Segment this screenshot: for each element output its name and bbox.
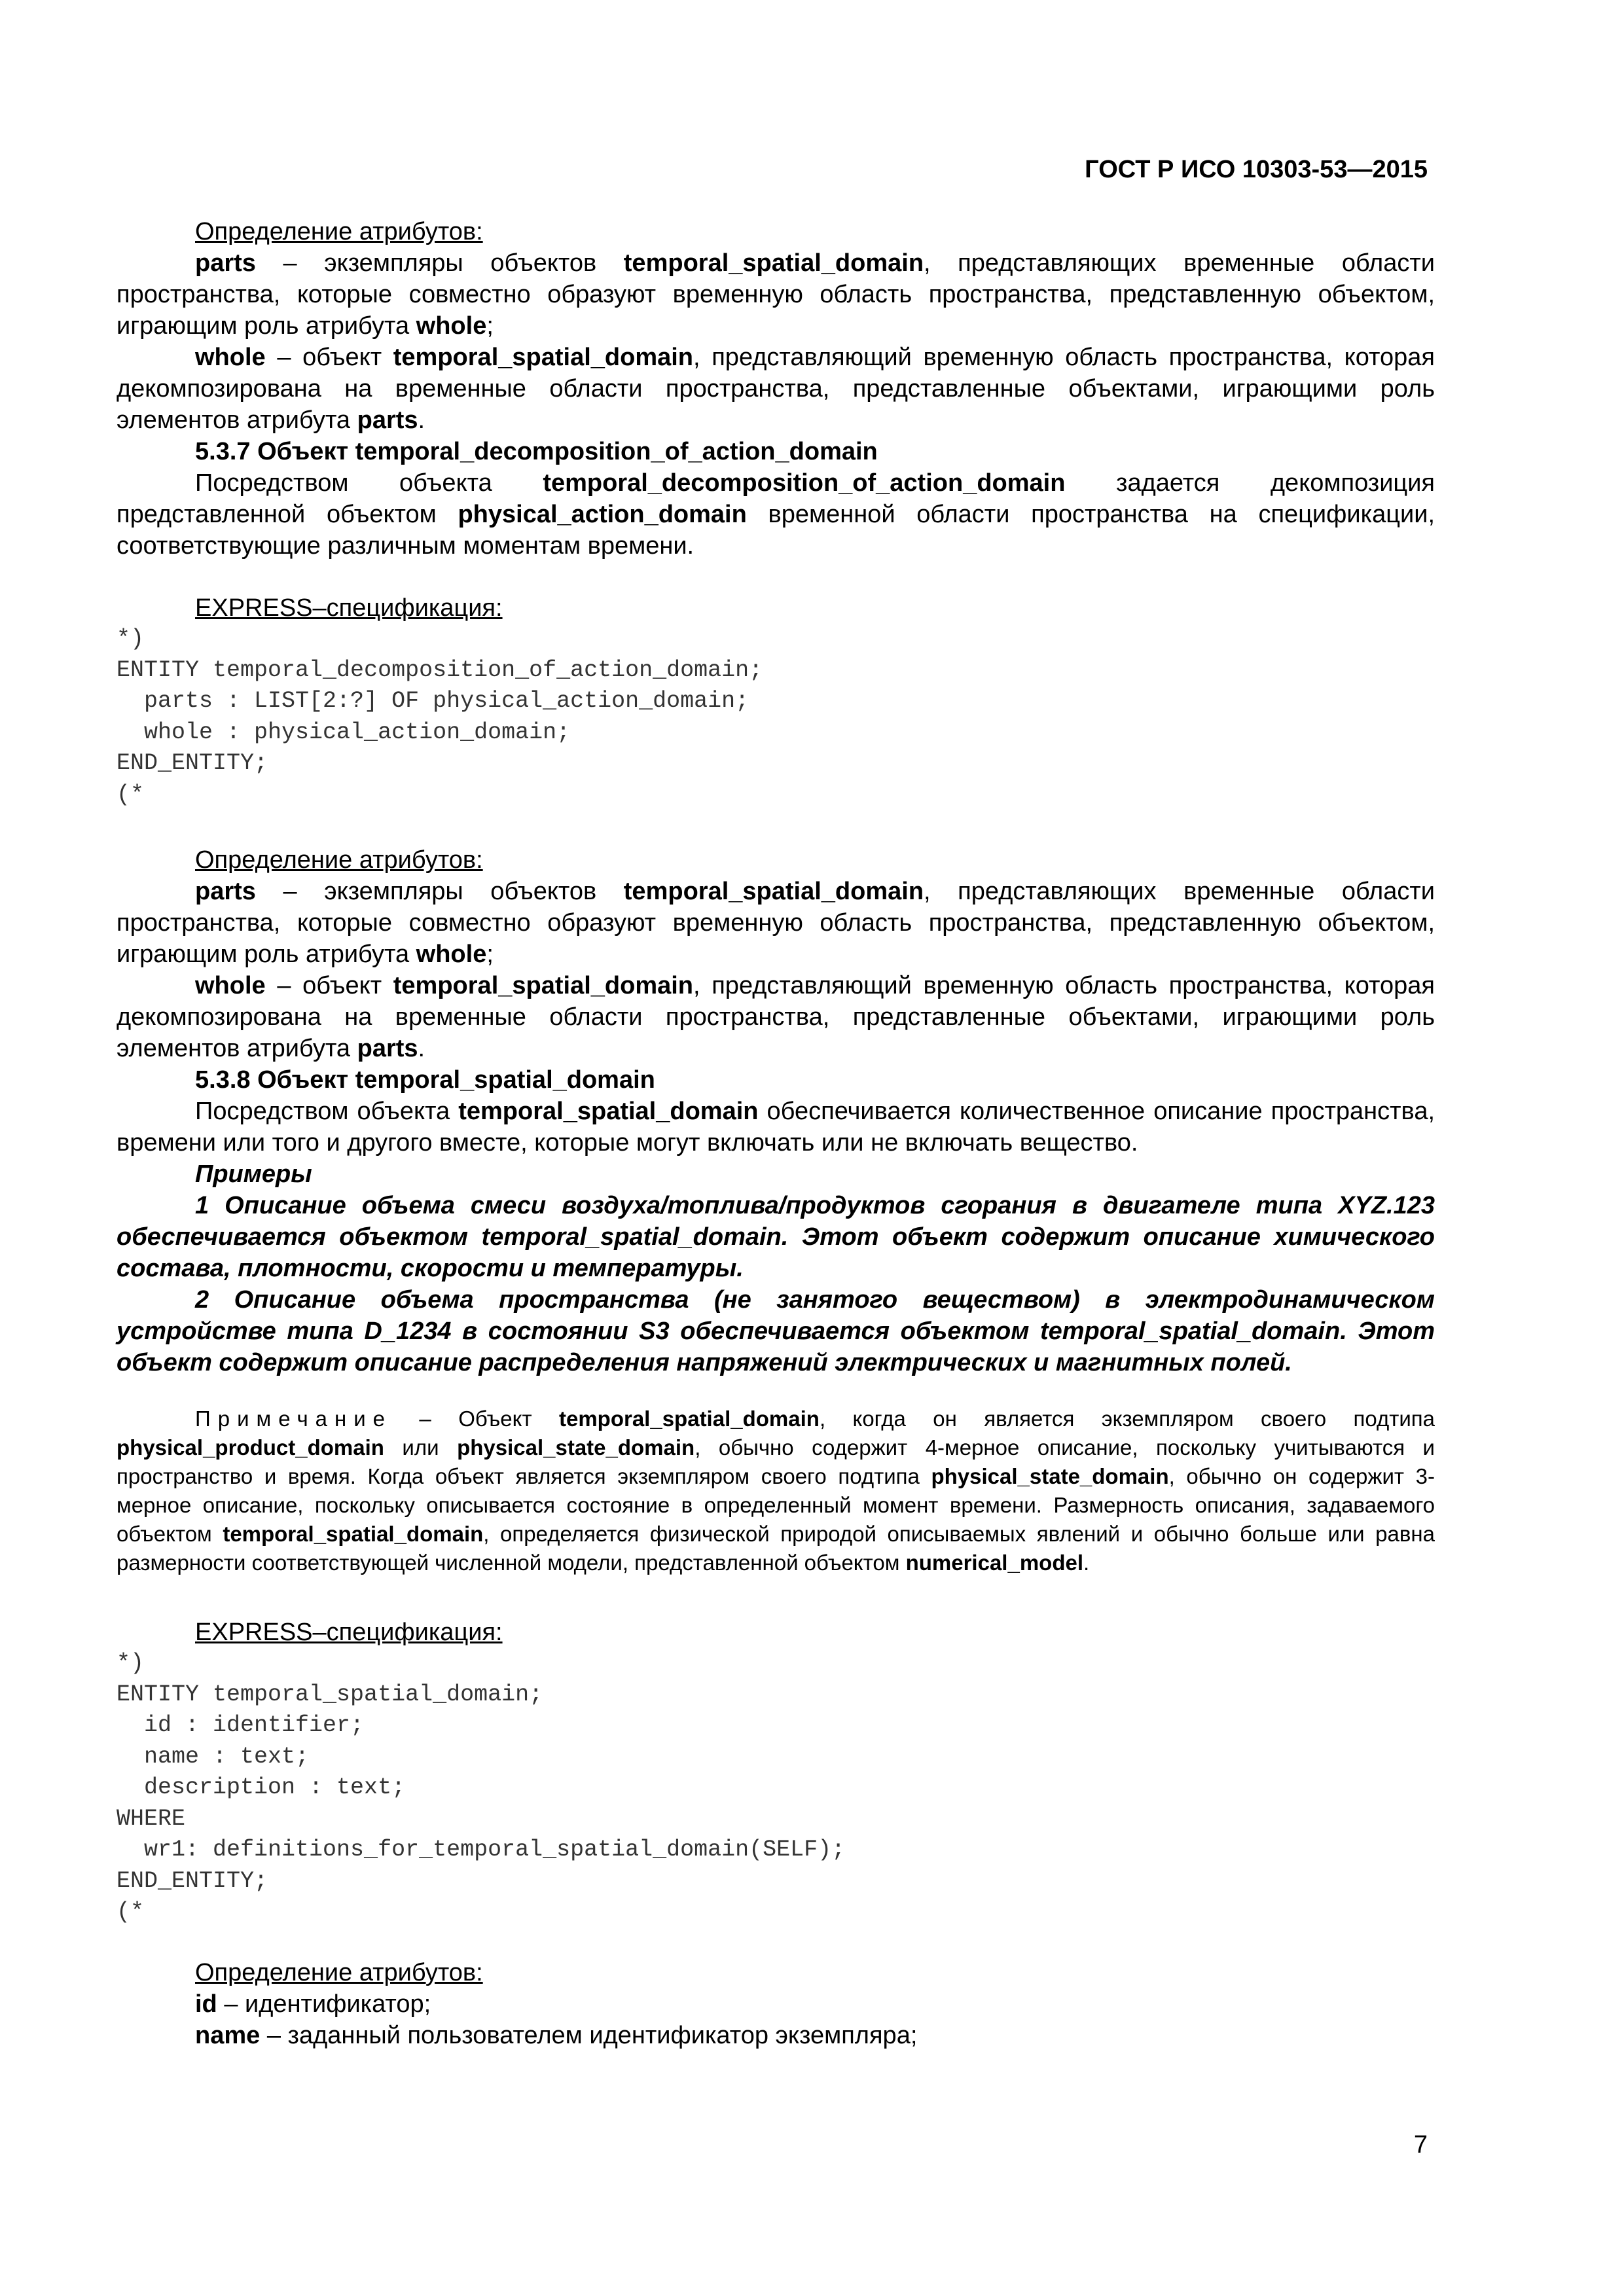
attr-id: id – идентификатор;	[195, 1990, 431, 2018]
section-5-3-7-title: 5.3.7 Объект temporal_decomposition_of_action_domain	[195, 438, 878, 465]
express-heading-1: EXPRESS–спецификация:	[195, 594, 503, 622]
express-code-2: *) ENTITY temporal_spatial_domain; id : identifier; name : text; description : text; WHERE wr1: definitions_for_temporal_spatial_domain(SELF); END_ENTITY; (*	[117, 1650, 846, 1925]
attr-parts-1: parts – экземпляры объектов temporal_spatial_domain, представляющих временные области пространства, которые совместно образуют временную область пространства, представленную объектом, играющим роль атрибута whole;	[117, 249, 1435, 340]
section-5-3-8-title: 5.3.8 Объект temporal_spatial_domain	[195, 1066, 655, 1094]
example-2: 2 Описание объема пространства (не занятого веществом) в электродинамическом устройстве типа D_1234 в состоянии S3 обеспечивается объектом temporal_spatial_domain. Этот объект содержит описание распределения напряжений электрических и магнитных полей.	[117, 1286, 1435, 1376]
example-1: 1 Описание объема смеси воздуха/топлива/продуктов сгорания в двигателе типа XYZ.123 обеспечивается объектом temporal_spatial_domain. Этот объект содержит описание химического состава, плотности, скорости и температуры.	[117, 1192, 1435, 1282]
note: Примечание – Объект temporal_spatial_domain, когда он является экземпляром своего подтипа physical_product_domain или physical_state_domain, обычно содержит 4-мерное описание, поскольку учитываются и пространство и время. Когда объект является экземпляром своего подтипа physical_state_domain, обычно он содержит 3-мерное описание, поскольку описывается состояние в определенный момент времени. Размерность описания, задаваемого объектом temporal_spatial_domain, определяется физической природой описываемых явлений и обычно больше или равна размерности соответствующей численной модели, представленной объектом numerical_model.	[117, 1407, 1435, 1575]
page-content	[117, 216, 1435, 2051]
page-number: 7	[1413, 2131, 1428, 2159]
examples-heading: Примеры	[195, 1160, 312, 1188]
attr-heading-3: Определение атрибутов:	[195, 1958, 483, 1986]
attr-heading-1: Определение атрибутов:	[195, 218, 483, 245]
express-code-1: *) ENTITY temporal_decomposition_of_action_domain; parts : LIST[2:?] OF physical_action_domain; whole : physical_action_domain; END_ENTITY; (*	[117, 626, 763, 808]
attr-whole-1: whole – объект temporal_spatial_domain, представляющий временную область пространства, которая декомпозирована на временные области пространства, представленные объектами, играющими роль элементов атрибута parts.	[117, 344, 1435, 434]
section-5-3-7-text: Посредством объекта temporal_decomposition_of_action_domain задается декомпозиция представленной объектом physical_action_domain временной области пространства на спецификации, соответствующие различным моментам времени.	[117, 469, 1435, 560]
attr-whole-2: whole – объект temporal_spatial_domain, представляющий временную область пространства, которая декомпозирована на временные области пространства, представленные объектами, играющими роль элементов атрибута parts.	[117, 972, 1435, 1062]
express-heading-2: EXPRESS–спецификация:	[195, 1619, 503, 1646]
document-header: ГОСТ Р ИСО 10303-53—2015	[1085, 156, 1428, 183]
section-5-3-8-text: Посредством объекта temporal_spatial_domain обеспечивается количественное описание пространства, времени или того и другого вместе, которые могут включать или не включать вещество.	[117, 1098, 1435, 1157]
attr-heading-2: Определение атрибутов:	[195, 846, 483, 874]
attr-parts-2: parts – экземпляры объектов temporal_spatial_domain, представляющих временные области пространства, которые совместно образуют временную область пространства, представленную объектом, играющим роль атрибута whole;	[117, 878, 1435, 968]
attr-name: name – заданный пользователем идентификатор экземпляра;	[195, 2021, 918, 2049]
